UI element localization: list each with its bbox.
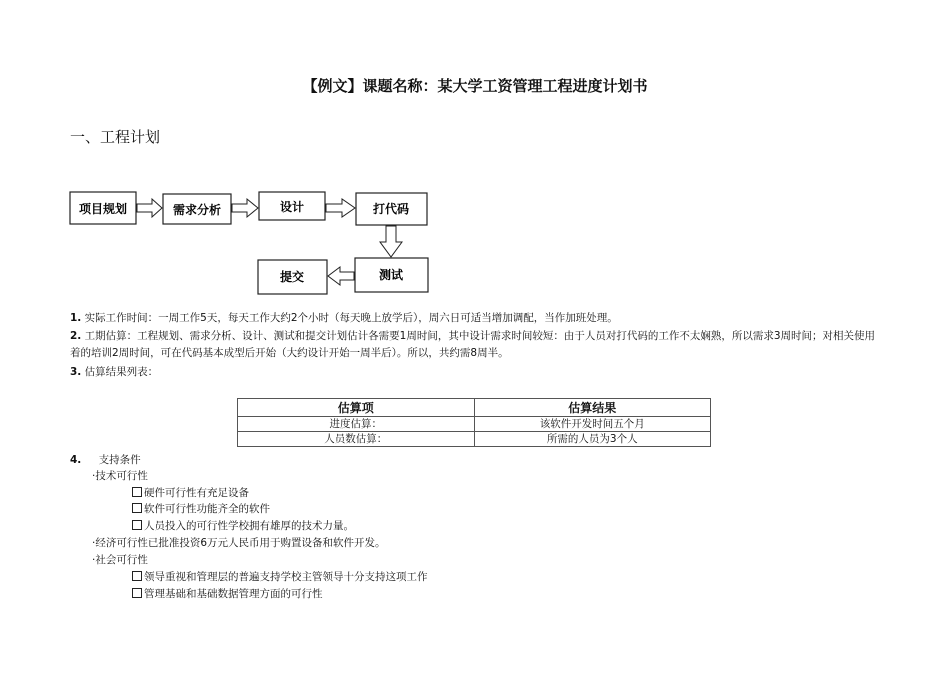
checkbox-icon	[132, 520, 142, 530]
flow-label-testing: 测试	[378, 268, 404, 282]
checkbox-icon	[132, 588, 142, 598]
table-cell: 该软件开发时间五个月	[474, 417, 711, 432]
table-cell: 人员数估算：	[238, 432, 475, 447]
table-cell: 进度估算：	[238, 417, 475, 432]
list-item	[132, 586, 323, 601]
list-item	[132, 569, 428, 584]
item-text: 工期估算：工程规划、需求分析、设计、测试和提交计划估计各需要1周时间，其中设计需求时间较短：由于人员对打代码的工作不太娴熟，所以需求3周时间；对相关使用着的培训2周时间，可在代码基本成型后开始（大约设计开始一周半后）。所以，共约需8周半。	[70, 330, 875, 359]
list-item-text: 管理基础和基础数据管理方面的可行性	[144, 588, 323, 600]
list-item-text: 软件可行性功能齐全的软件	[144, 503, 270, 515]
flow-arrow-left-icon	[328, 267, 354, 285]
flow-label-design: 设计	[279, 200, 305, 214]
flow-arrow-right-icon	[232, 199, 258, 217]
list-item-text: 领导重视和管理层的普遍支持学校主管领导十分支持这项工作	[144, 571, 428, 583]
flow-label-planning: 项目规划	[78, 202, 128, 216]
item-number: 2.	[70, 330, 82, 342]
list-item	[132, 485, 249, 500]
support-title: 支持条件	[98, 454, 141, 466]
item-text: 估算结果列表：	[84, 366, 159, 378]
paragraph-estimate-list	[70, 364, 885, 381]
flow-arrow-down-icon	[380, 226, 402, 257]
tech-feasibility-heading: ·技术可行性	[92, 470, 148, 482]
item-number: 3.	[70, 366, 82, 378]
table-header-item: 估算项	[238, 399, 475, 417]
section-heading: 一、工程计划	[70, 128, 161, 146]
flow-label-requirements: 需求分析	[172, 203, 222, 217]
economic-feasibility: ·经济可行性已批准投资6万元人民币用于购置设备和软件开发。	[92, 537, 386, 549]
list-item	[132, 518, 354, 533]
flow-arrow-right-icon	[137, 199, 162, 217]
support-heading	[70, 452, 141, 467]
process-flowchart	[66, 186, 436, 298]
item-number: 4.	[70, 454, 82, 466]
list-item	[132, 501, 270, 516]
estimate-table	[237, 398, 711, 447]
flow-arrow-right-icon	[326, 199, 355, 217]
paragraph-work-time	[70, 310, 885, 327]
item-number: 1.	[70, 312, 82, 324]
flow-label-submit: 提交	[279, 270, 305, 284]
flow-label-coding: 打代码	[372, 202, 410, 216]
item-text: 实际工作时间：一周工作5天，每天工作大约2个小时（每天晚上放学后），周六日可适当增加调配，当作加班处理。	[84, 312, 618, 324]
list-item-text: 硬件可行性有充足设备	[144, 487, 249, 499]
table-cell: 所需的人员为3个人	[474, 432, 711, 447]
table-header-row	[238, 399, 711, 417]
social-feasibility-heading: ·社会可行性	[92, 554, 148, 566]
paragraph-schedule-estimate	[70, 328, 885, 362]
checkbox-icon	[132, 571, 142, 581]
document-title: 【例文】课题名称：某大学工资管理工程进度计划书	[302, 77, 648, 95]
checkbox-icon	[132, 487, 142, 497]
checkbox-icon	[132, 503, 142, 513]
list-item-text: 人员投入的可行性学校拥有雄厚的技术力量。	[144, 520, 354, 532]
table-row	[238, 432, 711, 447]
table-header-result: 估算结果	[474, 399, 711, 417]
table-row	[238, 417, 711, 432]
